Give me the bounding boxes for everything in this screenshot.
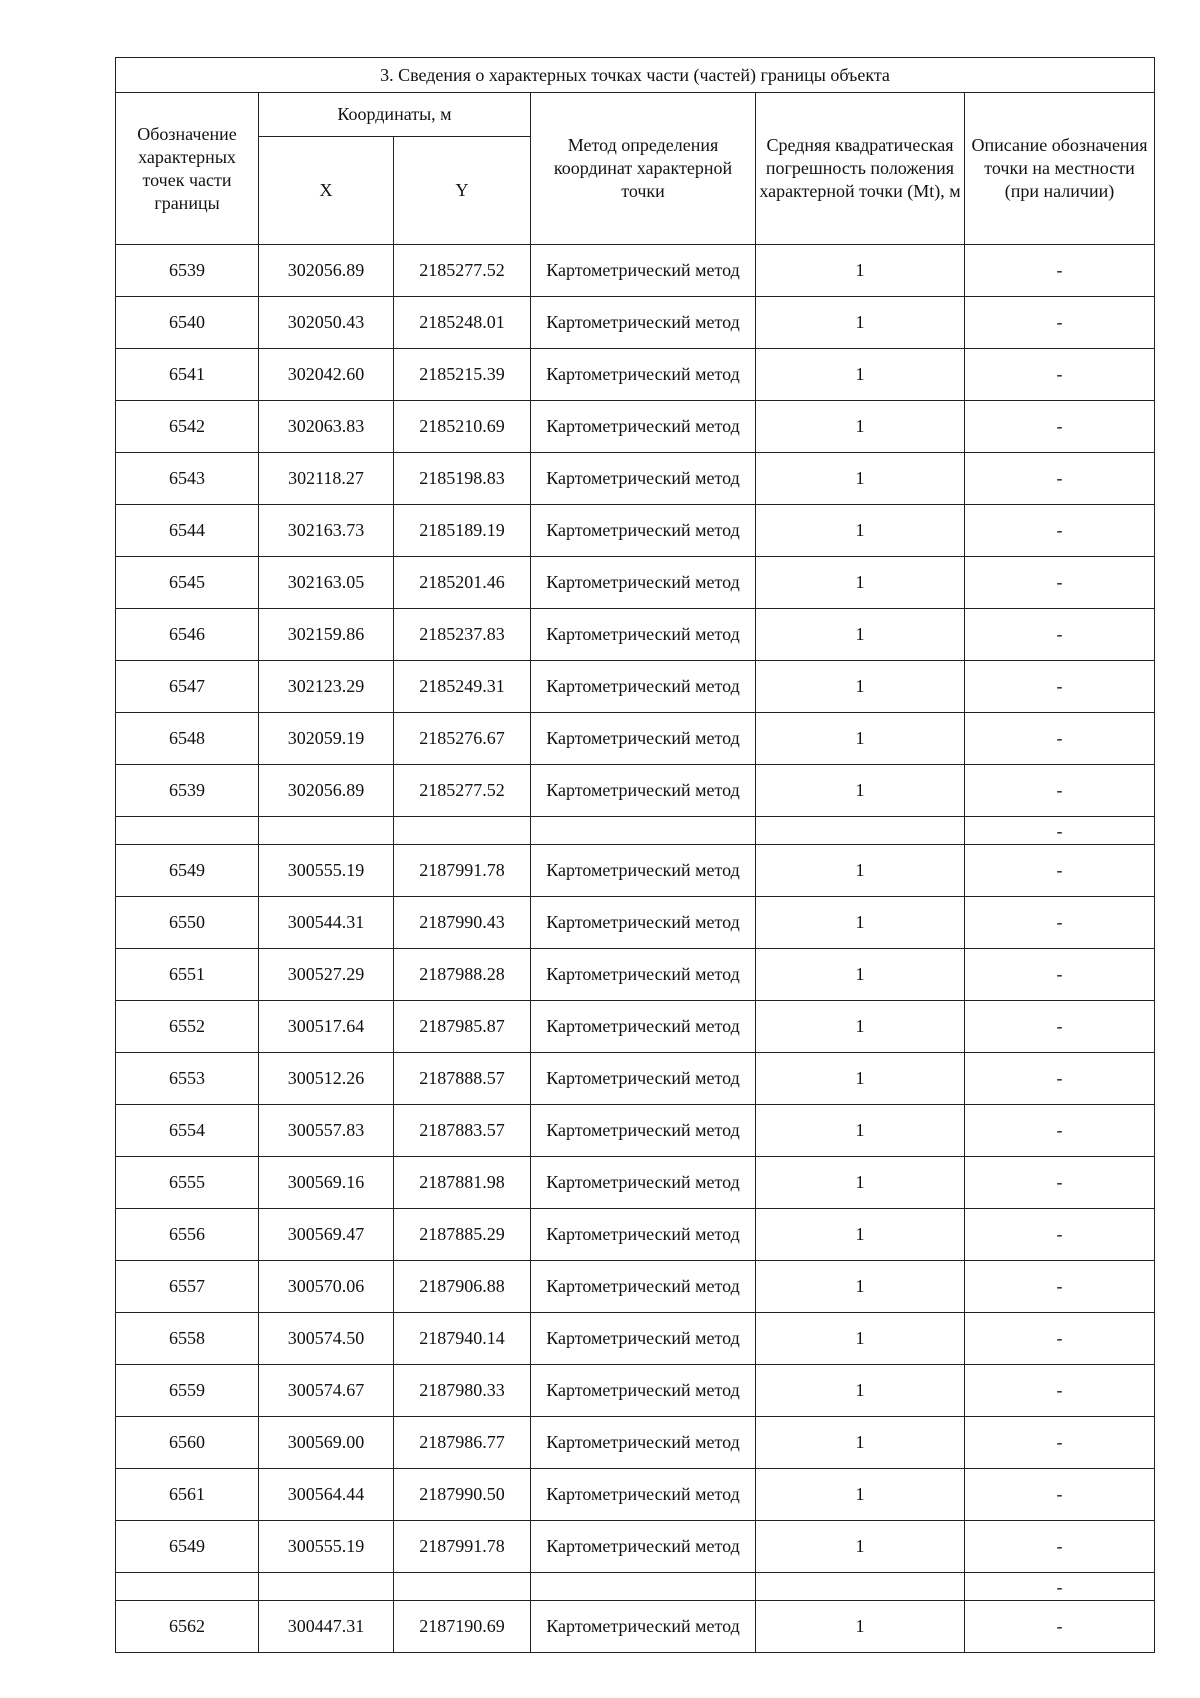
header-designation: Обозначение характерных точек части границы bbox=[116, 93, 259, 245]
table-row bbox=[116, 1417, 1155, 1469]
point-cell: 6549 bbox=[116, 845, 259, 897]
accuracy-cell: 1 bbox=[756, 1601, 965, 1653]
table-separator-row bbox=[116, 817, 1155, 845]
accuracy-cell: 1 bbox=[756, 661, 965, 713]
method-cell: Картометрический метод bbox=[531, 1157, 756, 1209]
y-cell: 2185277.52 bbox=[394, 765, 531, 817]
x-cell: 302063.83 bbox=[259, 401, 394, 453]
y-cell: 2187990.50 bbox=[394, 1469, 531, 1521]
point-cell: 6553 bbox=[116, 1053, 259, 1105]
x-cell: 300557.83 bbox=[259, 1105, 394, 1157]
header-x: X bbox=[259, 137, 394, 245]
header-y: Y bbox=[394, 137, 531, 245]
point-cell bbox=[116, 817, 259, 845]
x-cell: 300569.00 bbox=[259, 1417, 394, 1469]
y-cell: 2185237.83 bbox=[394, 609, 531, 661]
method-cell: Картометрический метод bbox=[531, 1313, 756, 1365]
table-row bbox=[116, 661, 1155, 713]
table-row bbox=[116, 1157, 1155, 1209]
x-cell: 302056.89 bbox=[259, 245, 394, 297]
method-cell: Картометрический метод bbox=[531, 453, 756, 505]
accuracy-cell: 1 bbox=[756, 1261, 965, 1313]
method-cell: Картометрический метод bbox=[531, 401, 756, 453]
description-cell: - bbox=[965, 1209, 1155, 1261]
y-cell: 2187991.78 bbox=[394, 845, 531, 897]
x-cell: 302159.86 bbox=[259, 609, 394, 661]
point-cell: 6555 bbox=[116, 1157, 259, 1209]
x-cell: 300569.16 bbox=[259, 1157, 394, 1209]
table-row bbox=[116, 1601, 1155, 1653]
method-cell: Картометрический метод bbox=[531, 557, 756, 609]
accuracy-cell: 1 bbox=[756, 1105, 965, 1157]
table-separator-row bbox=[116, 1573, 1155, 1601]
table-title: 3. Сведения о характерных точках части (частей) границы объекта bbox=[116, 58, 1155, 93]
description-cell: - bbox=[965, 1261, 1155, 1313]
point-cell: 6559 bbox=[116, 1365, 259, 1417]
method-cell: Картометрический метод bbox=[531, 1365, 756, 1417]
description-cell: - bbox=[965, 453, 1155, 505]
header-method: Метод определения координат характерной точки bbox=[531, 93, 756, 245]
y-cell: 2187940.14 bbox=[394, 1313, 531, 1365]
accuracy-cell bbox=[756, 1573, 965, 1601]
table-body bbox=[116, 245, 1155, 1653]
x-cell bbox=[259, 1573, 394, 1601]
point-cell: 6540 bbox=[116, 297, 259, 349]
point-cell: 6539 bbox=[116, 765, 259, 817]
accuracy-cell: 1 bbox=[756, 765, 965, 817]
accuracy-cell: 1 bbox=[756, 1469, 965, 1521]
x-cell: 300544.31 bbox=[259, 897, 394, 949]
description-cell: - bbox=[965, 1601, 1155, 1653]
point-cell: 6548 bbox=[116, 713, 259, 765]
x-cell: 300555.19 bbox=[259, 1521, 394, 1573]
point-cell: 6549 bbox=[116, 1521, 259, 1573]
method-cell: Картометрический метод bbox=[531, 1417, 756, 1469]
table-row bbox=[116, 897, 1155, 949]
method-cell: Картометрический метод bbox=[531, 661, 756, 713]
point-cell: 6561 bbox=[116, 1469, 259, 1521]
point-cell: 6547 bbox=[116, 661, 259, 713]
x-cell: 300569.47 bbox=[259, 1209, 394, 1261]
x-cell: 302050.43 bbox=[259, 297, 394, 349]
y-cell bbox=[394, 817, 531, 845]
y-cell: 2185210.69 bbox=[394, 401, 531, 453]
x-cell: 302163.05 bbox=[259, 557, 394, 609]
description-cell: - bbox=[965, 401, 1155, 453]
table-row bbox=[116, 1209, 1155, 1261]
x-cell: 300574.67 bbox=[259, 1365, 394, 1417]
point-cell: 6545 bbox=[116, 557, 259, 609]
method-cell: Картометрический метод bbox=[531, 245, 756, 297]
description-cell: - bbox=[965, 661, 1155, 713]
y-cell: 2187883.57 bbox=[394, 1105, 531, 1157]
y-cell: 2185215.39 bbox=[394, 349, 531, 401]
point-cell: 6558 bbox=[116, 1313, 259, 1365]
method-cell: Картометрический метод bbox=[531, 1053, 756, 1105]
method-cell bbox=[531, 817, 756, 845]
table-row bbox=[116, 1001, 1155, 1053]
description-cell: - bbox=[965, 713, 1155, 765]
accuracy-cell bbox=[756, 817, 965, 845]
y-cell: 2187988.28 bbox=[394, 949, 531, 1001]
table-row bbox=[116, 245, 1155, 297]
description-cell: - bbox=[965, 1313, 1155, 1365]
description-cell: - bbox=[965, 765, 1155, 817]
method-cell: Картометрический метод bbox=[531, 1209, 756, 1261]
description-cell: - bbox=[965, 845, 1155, 897]
x-cell: 302123.29 bbox=[259, 661, 394, 713]
accuracy-cell: 1 bbox=[756, 1313, 965, 1365]
description-cell: - bbox=[965, 1521, 1155, 1573]
accuracy-cell: 1 bbox=[756, 845, 965, 897]
table-row bbox=[116, 1053, 1155, 1105]
method-cell: Картометрический метод bbox=[531, 1469, 756, 1521]
table-row bbox=[116, 765, 1155, 817]
table-row bbox=[116, 845, 1155, 897]
description-cell: - bbox=[965, 897, 1155, 949]
table-row bbox=[116, 401, 1155, 453]
x-cell: 300447.31 bbox=[259, 1601, 394, 1653]
x-cell bbox=[259, 817, 394, 845]
point-cell: 6544 bbox=[116, 505, 259, 557]
accuracy-cell: 1 bbox=[756, 1053, 965, 1105]
method-cell: Картометрический метод bbox=[531, 505, 756, 557]
description-cell: - bbox=[965, 1105, 1155, 1157]
point-cell: 6552 bbox=[116, 1001, 259, 1053]
accuracy-cell: 1 bbox=[756, 897, 965, 949]
y-cell: 2187991.78 bbox=[394, 1521, 531, 1573]
description-cell: - bbox=[965, 949, 1155, 1001]
table-row bbox=[116, 713, 1155, 765]
description-cell: - bbox=[965, 1469, 1155, 1521]
method-cell: Картометрический метод bbox=[531, 897, 756, 949]
method-cell: Картометрический метод bbox=[531, 1261, 756, 1313]
table-row bbox=[116, 1105, 1155, 1157]
table-row bbox=[116, 1313, 1155, 1365]
table-row bbox=[116, 949, 1155, 1001]
method-cell: Картометрический метод bbox=[531, 713, 756, 765]
header-description: Описание обозначения точки на местности (при наличии) bbox=[965, 93, 1155, 245]
table-row bbox=[116, 505, 1155, 557]
description-cell: - bbox=[965, 1053, 1155, 1105]
point-cell: 6539 bbox=[116, 245, 259, 297]
point-cell: 6541 bbox=[116, 349, 259, 401]
y-cell: 2187906.88 bbox=[394, 1261, 531, 1313]
accuracy-cell: 1 bbox=[756, 401, 965, 453]
y-cell: 2185198.83 bbox=[394, 453, 531, 505]
accuracy-cell: 1 bbox=[756, 557, 965, 609]
y-cell: 2185201.46 bbox=[394, 557, 531, 609]
accuracy-cell: 1 bbox=[756, 245, 965, 297]
x-cell: 300517.64 bbox=[259, 1001, 394, 1053]
description-cell: - bbox=[965, 1157, 1155, 1209]
point-cell: 6542 bbox=[116, 401, 259, 453]
accuracy-cell: 1 bbox=[756, 1521, 965, 1573]
y-cell: 2187881.98 bbox=[394, 1157, 531, 1209]
accuracy-cell: 1 bbox=[756, 1157, 965, 1209]
y-cell: 2185189.19 bbox=[394, 505, 531, 557]
accuracy-cell: 1 bbox=[756, 297, 965, 349]
x-cell: 300564.44 bbox=[259, 1469, 394, 1521]
description-cell: - bbox=[965, 1417, 1155, 1469]
x-cell: 302118.27 bbox=[259, 453, 394, 505]
method-cell bbox=[531, 1573, 756, 1601]
y-cell: 2185276.67 bbox=[394, 713, 531, 765]
point-cell: 6554 bbox=[116, 1105, 259, 1157]
accuracy-cell: 1 bbox=[756, 1417, 965, 1469]
table-row bbox=[116, 1365, 1155, 1417]
table-row bbox=[116, 609, 1155, 661]
description-cell: - bbox=[965, 1573, 1155, 1601]
accuracy-cell: 1 bbox=[756, 1365, 965, 1417]
y-cell: 2187990.43 bbox=[394, 897, 531, 949]
x-cell: 300574.50 bbox=[259, 1313, 394, 1365]
x-cell: 302042.60 bbox=[259, 349, 394, 401]
method-cell: Картометрический метод bbox=[531, 349, 756, 401]
point-cell: 6550 bbox=[116, 897, 259, 949]
description-cell: - bbox=[965, 1001, 1155, 1053]
method-cell: Картометрический метод bbox=[531, 1601, 756, 1653]
table-row bbox=[116, 1469, 1155, 1521]
x-cell: 300512.26 bbox=[259, 1053, 394, 1105]
point-cell: 6560 bbox=[116, 1417, 259, 1469]
table-row bbox=[116, 1521, 1155, 1573]
accuracy-cell: 1 bbox=[756, 1001, 965, 1053]
x-cell: 300570.06 bbox=[259, 1261, 394, 1313]
x-cell: 302163.73 bbox=[259, 505, 394, 557]
method-cell: Картометрический метод bbox=[531, 949, 756, 1001]
point-cell: 6546 bbox=[116, 609, 259, 661]
table-row bbox=[116, 557, 1155, 609]
y-cell: 2187888.57 bbox=[394, 1053, 531, 1105]
y-cell: 2187985.87 bbox=[394, 1001, 531, 1053]
y-cell: 2185277.52 bbox=[394, 245, 531, 297]
point-cell bbox=[116, 1573, 259, 1601]
description-cell: - bbox=[965, 297, 1155, 349]
accuracy-cell: 1 bbox=[756, 609, 965, 661]
description-cell: - bbox=[965, 557, 1155, 609]
x-cell: 300527.29 bbox=[259, 949, 394, 1001]
method-cell: Картометрический метод bbox=[531, 297, 756, 349]
accuracy-cell: 1 bbox=[756, 453, 965, 505]
description-cell: - bbox=[965, 245, 1155, 297]
boundary-points-table bbox=[115, 57, 1155, 1653]
description-cell: - bbox=[965, 1365, 1155, 1417]
method-cell: Картометрический метод bbox=[531, 1001, 756, 1053]
description-cell: - bbox=[965, 609, 1155, 661]
x-cell: 300555.19 bbox=[259, 845, 394, 897]
x-cell: 302059.19 bbox=[259, 713, 394, 765]
point-cell: 6551 bbox=[116, 949, 259, 1001]
description-cell: - bbox=[965, 817, 1155, 845]
description-cell: - bbox=[965, 505, 1155, 557]
method-cell: Картометрический метод bbox=[531, 845, 756, 897]
y-cell: 2187190.69 bbox=[394, 1601, 531, 1653]
table-row bbox=[116, 297, 1155, 349]
accuracy-cell: 1 bbox=[756, 713, 965, 765]
method-cell: Картометрический метод bbox=[531, 765, 756, 817]
method-cell: Картометрический метод bbox=[531, 1105, 756, 1157]
header-accuracy: Средняя квадратическая погрешность положения характерной точки (Mt), м bbox=[756, 93, 965, 245]
y-cell: 2187980.33 bbox=[394, 1365, 531, 1417]
header-coordinates: Координаты, м bbox=[259, 93, 531, 137]
y-cell bbox=[394, 1573, 531, 1601]
y-cell: 2185248.01 bbox=[394, 297, 531, 349]
accuracy-cell: 1 bbox=[756, 1209, 965, 1261]
point-cell: 6556 bbox=[116, 1209, 259, 1261]
point-cell: 6562 bbox=[116, 1601, 259, 1653]
y-cell: 2187986.77 bbox=[394, 1417, 531, 1469]
description-cell: - bbox=[965, 349, 1155, 401]
accuracy-cell: 1 bbox=[756, 349, 965, 401]
x-cell: 302056.89 bbox=[259, 765, 394, 817]
y-cell: 2187885.29 bbox=[394, 1209, 531, 1261]
table-row bbox=[116, 453, 1155, 505]
table-row bbox=[116, 349, 1155, 401]
point-cell: 6543 bbox=[116, 453, 259, 505]
accuracy-cell: 1 bbox=[756, 505, 965, 557]
method-cell: Картометрический метод bbox=[531, 609, 756, 661]
y-cell: 2185249.31 bbox=[394, 661, 531, 713]
method-cell: Картометрический метод bbox=[531, 1521, 756, 1573]
point-cell: 6557 bbox=[116, 1261, 259, 1313]
table-row bbox=[116, 1261, 1155, 1313]
accuracy-cell: 1 bbox=[756, 949, 965, 1001]
